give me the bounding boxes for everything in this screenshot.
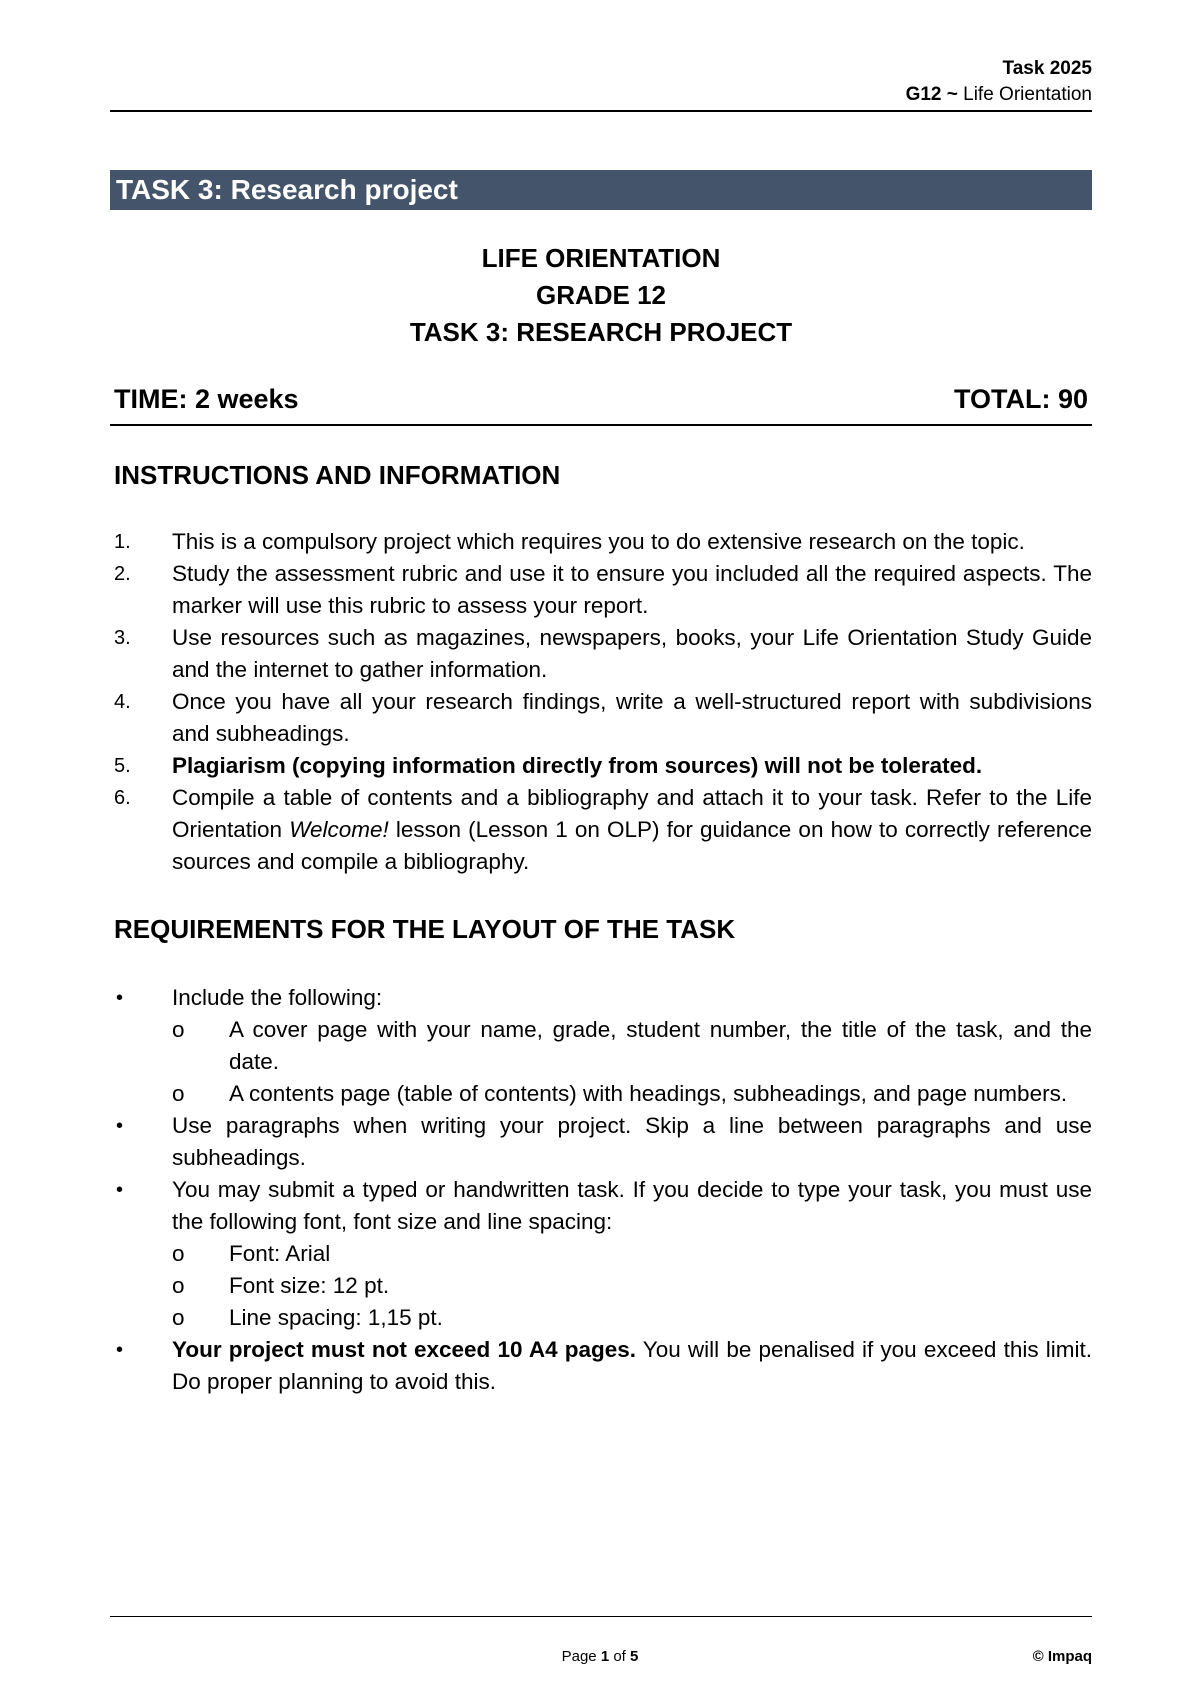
instructions-heading: INSTRUCTIONS AND INFORMATION (114, 460, 561, 490)
list-item (114, 558, 1092, 622)
sub-item (114, 1078, 1092, 1110)
bullet-item (114, 1334, 1092, 1398)
bullet-item (114, 1174, 1092, 1238)
of-word: of (613, 1648, 626, 1665)
list-item (114, 686, 1092, 750)
list-item (114, 750, 1092, 782)
item-text: Use resources such as magazines, newspapers, books, your Life Orientation Study Guide and the internet to gather information. (172, 625, 1092, 682)
item-text-part: lesson (Lesson 1 on OLP) for guidance on how to correctly reference sources and compile a bibliography. (172, 817, 1093, 874)
sub-bullet-icon: o (172, 1305, 185, 1330)
sub-item (114, 1238, 1092, 1270)
sub-item-text: Font size: 12 pt. (229, 1273, 390, 1298)
list-item (114, 782, 1092, 878)
sub-item-text: A contents page (table of contents) with headings, subheadings, and page numbers. (229, 1081, 1068, 1106)
item-text (172, 1334, 1092, 1398)
page-number (0, 1648, 1200, 1665)
total-label: TOTAL: 90 (953, 384, 1088, 414)
sub-bullet-icon: o (172, 1081, 185, 1106)
item-number: 2. (114, 563, 131, 585)
bullet-icon: • (116, 1115, 124, 1137)
copyright: © Impaq (1032, 1648, 1092, 1665)
item-number: 5. (114, 755, 131, 777)
sub-bullet-icon: o (172, 1017, 185, 1042)
item-text-part: Compile a table of contents and a bibliography and attach it to your task. Refer to the Life Orientation (172, 785, 1092, 842)
page-current: 1 (600, 1648, 610, 1665)
item-number: 3. (114, 627, 131, 649)
item-text: Once you have all your research findings, write a well-structured report with subdivisions and subheadings. (172, 689, 1092, 746)
page-total: 5 (630, 1648, 639, 1665)
item-text: This is a compulsory project which requires you to do extensive research on the topic. (172, 529, 1025, 554)
sub-item-text: Line spacing: 1,15 pt. (229, 1305, 443, 1330)
list-item (114, 526, 1092, 558)
bullet-icon: • (116, 1179, 124, 1201)
page-header (906, 56, 1092, 108)
title-subject: LIFE ORIENTATION (481, 243, 721, 273)
time-label: TIME: 2 weeks (114, 384, 299, 414)
item-text: Study the assessment rubric and use it to ensure you included all the required aspects. The marker will use this rubric to assess your report. (172, 561, 1092, 618)
sub-item (114, 1270, 1092, 1302)
welcome-lesson-title: Welcome! (289, 817, 389, 842)
bullet-item (114, 982, 1092, 1014)
item-text: Use paragraphs when writing your project. Skip a line between paragraphs and use subheadings. (172, 1113, 1092, 1170)
sub-item (114, 1014, 1092, 1078)
footer-divider (110, 1616, 1092, 1617)
bullet-icon: • (116, 987, 124, 1009)
bullet-icon: • (116, 1339, 124, 1361)
sub-item-text: A cover page with your name, grade, student number, the title of the task, and the date. (229, 1017, 1092, 1074)
title-block (110, 240, 1092, 351)
item-number: 1. (114, 531, 131, 553)
layout-list (114, 982, 1092, 1398)
layout-heading: REQUIREMENTS FOR THE LAYOUT OF THE TASK (114, 914, 736, 944)
sub-bullet-icon: o (172, 1241, 185, 1266)
task-banner: TASK 3: Research project (110, 170, 1092, 210)
instructions-list (114, 526, 1092, 878)
header-task-label: Task 2025 (1002, 58, 1092, 79)
header-grade: G12 ~ (905, 84, 958, 105)
plagiarism-warning: Plagiarism (copying information directly from sources) will not be tolerated. (172, 753, 983, 778)
header-subject: Life Orientation (963, 84, 1092, 105)
sub-bullet-icon: o (172, 1273, 185, 1298)
item-text: You may submit a typed or handwritten task. If you decide to type your task, you must use the following font, font size and line spacing: (172, 1177, 1092, 1234)
title-task: TASK 3: RESEARCH PROJECT (409, 317, 793, 347)
sub-item (114, 1302, 1092, 1334)
title-grade: GRADE 12 (535, 280, 667, 310)
bullet-item (114, 1110, 1092, 1174)
time-divider (110, 424, 1092, 426)
item-text (172, 782, 1092, 878)
page-word: Page (561, 1648, 597, 1665)
item-number: 6. (114, 787, 131, 809)
header-subject-line (906, 82, 1092, 108)
time-total-row (110, 384, 1092, 415)
item-text: Include the following: (172, 985, 383, 1010)
list-item (114, 622, 1092, 686)
sub-item-text: Font: Arial (229, 1241, 331, 1266)
item-text-part: You will be penalised if you exceed this limit. Do proper planning to avoid this. (172, 1337, 1092, 1394)
page-limit-warning: Your project must not exceed 10 A4 pages. (172, 1337, 637, 1362)
header-divider (110, 110, 1092, 112)
item-number: 4. (114, 691, 131, 713)
